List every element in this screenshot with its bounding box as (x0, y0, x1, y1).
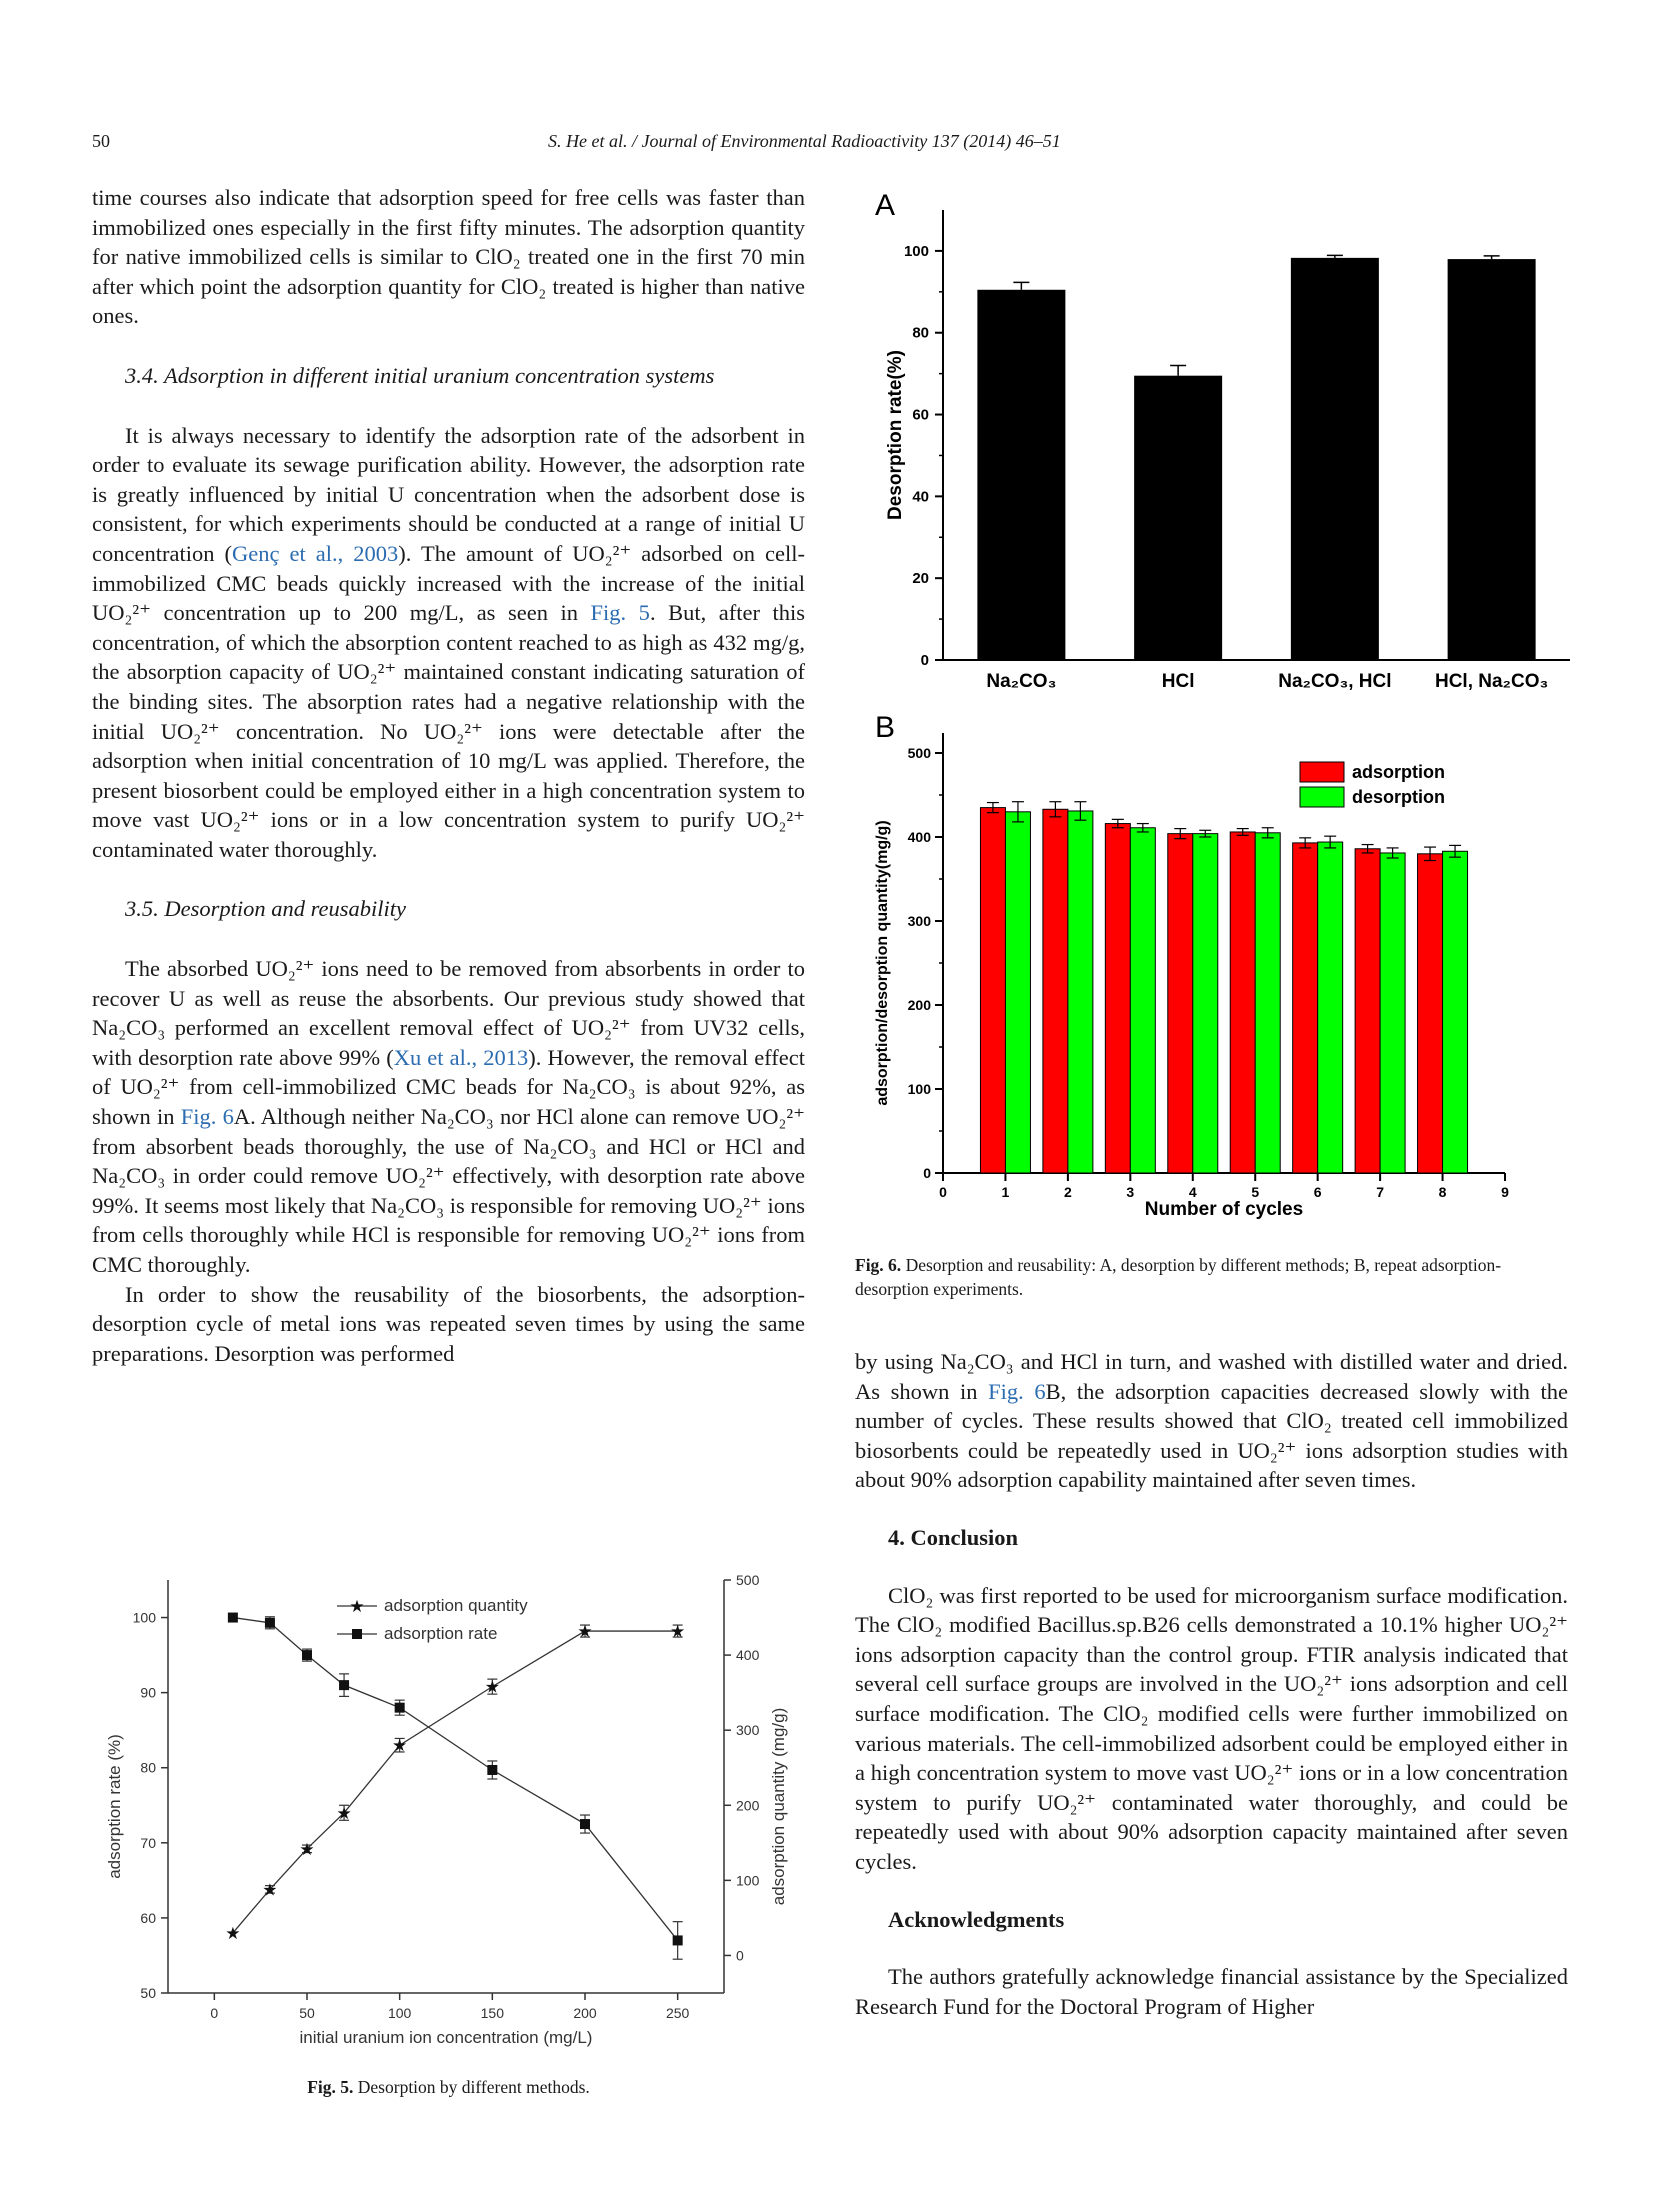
legend-swatch (1300, 762, 1344, 782)
y-tick-label: 400 (907, 829, 931, 845)
left-y-tick-label: 100 (132, 1609, 156, 1626)
category-label: HCl, Na₂CO₃ (1434, 671, 1549, 692)
data-point (228, 1613, 238, 1623)
section-title-3-5: 3.5. Desorption and reusability (125, 896, 407, 922)
figure-link[interactable]: Fig. 5 (590, 600, 650, 626)
y-tick-label: 0 (923, 1165, 931, 1181)
section-title-3-4: 3.4. Adsorption in different initial uranium concentration systems (125, 362, 715, 388)
y-tick-label: 80 (912, 324, 929, 342)
right-y-tick-label: 500 (736, 1572, 760, 1588)
figure-5-caption (92, 2075, 805, 2099)
data-point: ★ (392, 1736, 408, 1756)
figure-6a (875, 189, 1570, 692)
x-tick-label: 3 (1126, 1184, 1135, 1200)
legend-label: adsorption quantity (384, 1596, 528, 1615)
right-y-tick-label: 300 (736, 1722, 760, 1739)
right-y-tick-label: 100 (736, 1872, 760, 1889)
x-tick-label: 5 (1251, 1184, 1260, 1200)
bar (1355, 849, 1380, 1173)
y-axis-label: adsorption/desorption quantity(mg/g) (874, 820, 891, 1106)
figure-5 (105, 1572, 788, 2047)
legend-label: adsorption rate (384, 1624, 498, 1643)
bar (1293, 843, 1318, 1173)
paragraph: time courses also indicate that adsorption speed for free cells was faster than immobilized ones especially in the first fifty minutes. The adsorption quantity for native immobilized cells is similar to ClO₂ treated one in the first 70 min after which point the adsorption quantity for ClO₂ treated is higher than native ones. (92, 185, 805, 329)
legend-marker (352, 1629, 362, 1639)
right-y-axis-label: adsorption quantity (mg/g) (769, 1707, 788, 1906)
x-tick-label: 1 (1001, 1184, 1010, 1200)
bar (977, 290, 1065, 660)
left-y-tick-label: 80 (140, 1759, 156, 1776)
x-tick-label: 100 (387, 2005, 412, 2021)
x-axis-label: initial uranium ion concentration (mg/L) (299, 2028, 593, 2047)
bar (1448, 259, 1536, 660)
bar (1168, 834, 1193, 1173)
text: A. Although neither Na₂CO₃ nor HCl alone can remove UO₂²⁺ from absorbent beads thoroughly, the use of Na₂CO₃ and HCl or HCl and Na₂CO₃ in order could remove UO₂²⁺ effectively, with desorption rate above 99%. It seems most likely that Na₂CO₃ is responsible for removing UO₂²⁺ ions from cells thoroughly while HCl is responsible for removing UO₂²⁺ ions from CMC thoroughly. (92, 1104, 805, 1277)
x-tick-label: 6 (1313, 1184, 1322, 1200)
left-y-axis-label: adsorption rate (%) (105, 1734, 124, 1879)
legend-label: adsorption (1352, 762, 1445, 782)
bar (1291, 258, 1379, 660)
bar (980, 808, 1005, 1173)
data-point: ★ (484, 1677, 500, 1697)
bar (1068, 811, 1093, 1173)
x-tick-label: 250 (665, 2005, 690, 2021)
data-point: ★ (225, 1923, 241, 1943)
section-title-acknowledgments: Acknowledgments (888, 1906, 1065, 1932)
category-label: Na₂CO₃, HCl (1278, 671, 1392, 692)
figure-5-chart (92, 1555, 805, 2055)
data-point (395, 1703, 405, 1713)
x-tick-label: 0 (210, 2005, 219, 2021)
x-tick-label: 50 (299, 2005, 315, 2021)
legend-marker: ★ (349, 1597, 365, 1616)
figure-link[interactable]: Fig. 6 (180, 1104, 234, 1130)
bar (1230, 832, 1255, 1173)
data-point (339, 1680, 349, 1690)
x-tick-label: 4 (1188, 1184, 1197, 1200)
y-tick-label: 100 (903, 242, 929, 260)
y-tick-label: 100 (907, 1081, 931, 1097)
citation-link[interactable]: Xu et al., 2013 (393, 1044, 529, 1070)
panel-label: A (875, 189, 896, 222)
paragraph: The authors gratefully acknowledge financial assistance by the Specialized Research Fund for the Doctoral Program of Higher (855, 1964, 1568, 2019)
x-tick-label: 7 (1376, 1184, 1385, 1200)
text: The absorbed UO₂²⁺ ions need to be removed from absorbents in order to recover U as well as reuse the absorbents. Our previous study showed that Na₂CO₃ performed an excellent removal effect of UO₂²⁺ from UV32 cells, with desorption rate above 99% ( (92, 956, 805, 1070)
series-line (233, 1631, 678, 1933)
right-y-tick-label: 0 (736, 1947, 744, 1964)
data-point (580, 1819, 590, 1829)
right-column (855, 1347, 1568, 2021)
x-tick-label: 0 (939, 1184, 947, 1200)
data-point: ★ (577, 1622, 593, 1642)
bar (1443, 851, 1468, 1173)
right-y-tick-label: 200 (736, 1797, 760, 1814)
page-number: 50 (92, 131, 110, 151)
bar (1380, 853, 1405, 1173)
x-tick-label: 200 (573, 2005, 597, 2021)
left-y-tick-label: 60 (140, 1909, 156, 1926)
bar (1043, 809, 1068, 1173)
text: by using Na₂CO₃ and HCl in turn, and washed with distilled water and dried. As shown in (855, 1349, 1568, 1404)
left-column (92, 183, 805, 1368)
legend-swatch (1300, 787, 1344, 807)
paragraph (92, 421, 805, 865)
y-axis-label: Desorption rate(%) (885, 350, 906, 520)
text: ). However, the removal effect of UO₂²⁺ from cell-immobilized CMC beads for Na₂CO₃ is about 92%, as shown in (92, 1044, 805, 1130)
text: It is always necessary to identify the adsorption rate of the adsorbent in order to evaluate its sewage purification ability. However, the adsorption rate is greatly influenced by initial U concentration when the adsorbent dose is consistent, for which experiments should be conducted at a range of initial U concentration ( (92, 422, 805, 566)
x-tick-label: 2 (1063, 1184, 1072, 1200)
running-head: S. He et al. / Journal of Environmental Radioactivity 137 (2014) 46–51 (548, 131, 1061, 151)
caption-text: Desorption and reusability: A, desorption by different methods; B, repeat adsorption-desorption experiments. (855, 1255, 1502, 1299)
panel-label: B (875, 711, 896, 744)
y-tick-label: 0 (920, 652, 929, 669)
paragraph: In order to show the reusability of the biosorbents, the adsorption-desorption cycle of metal ions was repeated seven times by using the same preparations. Desorption was performed (92, 1281, 805, 1366)
bar (1318, 842, 1343, 1173)
right-y-tick-label: 400 (736, 1647, 760, 1664)
data-point (673, 1935, 683, 1945)
figure-6b (874, 711, 1509, 1220)
text: . But, after this concentration, of which the absorption content reached to as high as 432 mg/g, the absorption capacity of UO₂²⁺ maintained constant indicating saturation of the binding sites. The absorption rates had a negative relationship with the initial UO₂²⁺ concentration. No UO₂²⁺ ions were detectable after the adsorption when initial concentration of 10 mg/L was applied. Therefore, the present biosorbent could be employed either in a high concentration system to move vast UO₂²⁺ ions or in a low concentration system to purify UO₂²⁺ contaminated water thoroughly. (92, 600, 805, 862)
y-tick-label: 500 (907, 745, 931, 761)
figure-link[interactable]: Fig. 6 (988, 1378, 1046, 1404)
citation-link[interactable]: Genç et al., 2003 (231, 540, 399, 566)
paragraph (92, 954, 805, 1280)
series-line (233, 1618, 678, 1941)
section-title-4: 4. Conclusion (888, 1524, 1019, 1550)
left-y-tick-label: 50 (140, 1985, 156, 2001)
y-tick-label: 300 (907, 913, 931, 929)
data-point: ★ (336, 1803, 352, 1823)
y-tick-label: 20 (912, 570, 929, 588)
x-axis-label: Number of cycles (1144, 1199, 1304, 1220)
y-tick-label: 60 (912, 406, 929, 424)
x-tick-label: 8 (1438, 1184, 1447, 1200)
caption-label: Fig. 5. (307, 2077, 354, 2097)
category-label: Na₂CO₃ (986, 671, 1057, 692)
x-tick-label: 150 (480, 2005, 505, 2021)
paragraph: ClO₂ was first reported to be used for microorganism surface modification. The ClO₂ modified Bacillus.sp.B26 cells demonstrated a 10.1% higher UO₂²⁺ ions adsorption capacity than the control group. FTIR analysis indicated that several cell surface groups are involved in the UO₂²⁺ ions adsorption and cell surface modification. The ClO₂ modified cells were further immobilized on various materials. The cell-immobilized adsorbent could be employed either in a high concentration system to move vast UO₂²⁺ ions or in a low concentration system to purify UO₂²⁺ contaminated water thoroughly, and could be repeatedly used with about 90% adsorption capacity maintained after seven cycles. (855, 1582, 1568, 1874)
legend-label: desorption (1352, 787, 1445, 807)
text: B, the adsorption capacities decreased slowly with the number of cycles. These results showed that ClO₂ treated cell immobilized biosorbents could be repeatedly used in UO₂²⁺ ions adsorption studies with about 90% adsorption capability maintained after seven times. (855, 1378, 1568, 1493)
y-tick-label: 200 (907, 997, 931, 1013)
bar (1418, 854, 1443, 1173)
paragraph (855, 1347, 1568, 1495)
data-point: ★ (299, 1839, 315, 1859)
bar (1193, 834, 1218, 1173)
figure-6-chart (855, 185, 1570, 1245)
bar (1255, 833, 1280, 1173)
data-point: ★ (262, 1880, 278, 1900)
text: ). The amount of UO₂²⁺ adsorbed on cell-immobilized CMC beads quickly increased with the increase of the initial UO₂²⁺ concentration up to 200 mg/L, as seen in (92, 540, 806, 626)
bar (1134, 376, 1222, 660)
figure-6-caption (855, 1253, 1568, 1301)
y-tick-label: 40 (912, 488, 929, 506)
bar (1005, 812, 1030, 1173)
left-y-tick-label: 90 (140, 1684, 156, 1701)
bar (1130, 828, 1155, 1173)
caption-label: Fig. 6. (855, 1255, 902, 1275)
bar (1105, 824, 1130, 1173)
caption-text: Desorption by different methods. (353, 2077, 590, 2097)
data-point (487, 1765, 497, 1775)
data-point (302, 1650, 312, 1660)
x-tick-label: 9 (1501, 1184, 1509, 1200)
category-label: HCl (1161, 671, 1195, 692)
data-point (265, 1618, 275, 1628)
left-y-tick-label: 70 (140, 1834, 156, 1851)
data-point: ★ (670, 1622, 686, 1642)
